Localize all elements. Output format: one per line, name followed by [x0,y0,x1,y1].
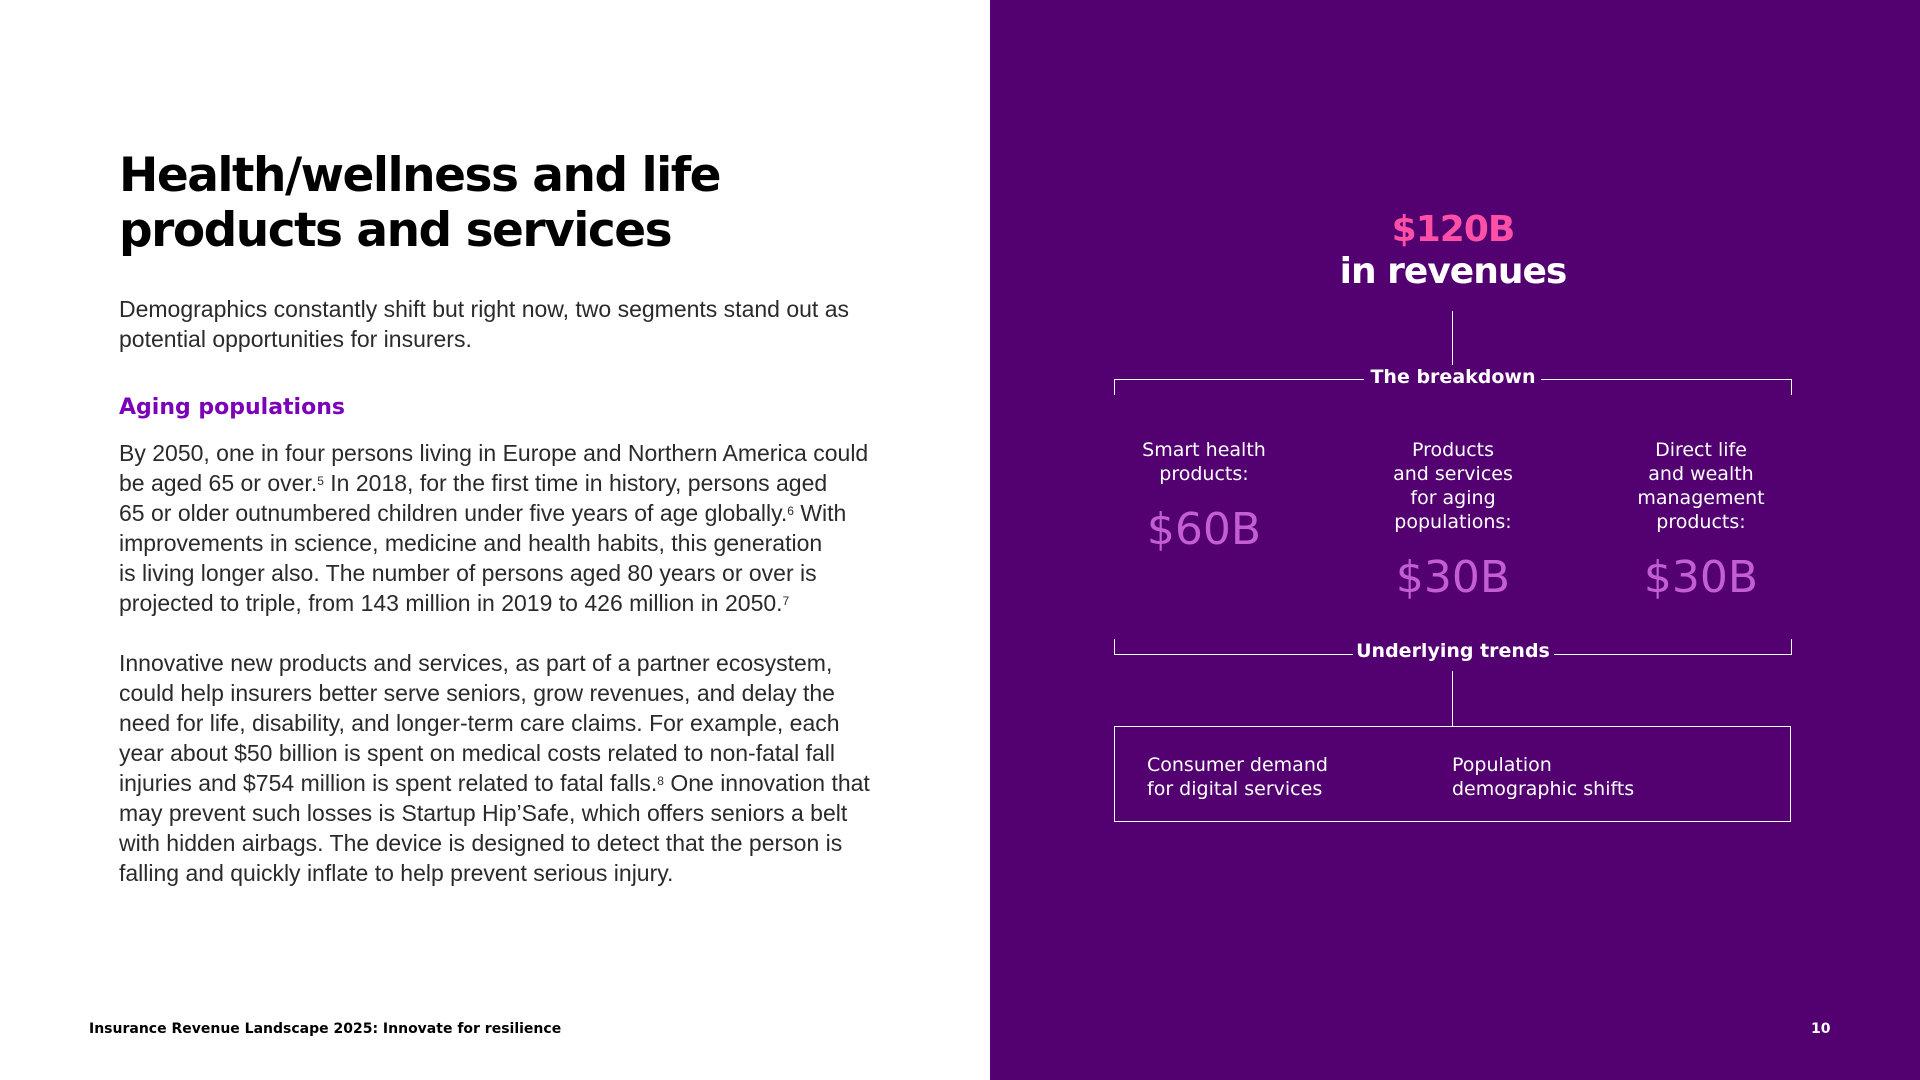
line-text: with hidden airbags. The device is designed to detect that the person is [119,830,843,856]
column-label: Direct life and wealth management products: [1637,439,1765,533]
breakdown-bracket-right [1541,379,1792,380]
line-text: injuries and $754 million is spent related to fatal falls. [119,770,658,796]
paragraph-line [119,738,919,768]
column-value: $30B [1395,552,1511,603]
breakdown-column-life-wealth [1591,438,1811,604]
line-text-after-footnote: One innovation that [663,770,870,796]
line-text-after-footnote: With [793,500,847,526]
trends-bracket-left [1114,654,1353,655]
breakdown-label: The breakdown [1370,366,1536,388]
connector-line-top [1452,311,1453,365]
body-paragraph-2 [119,648,919,888]
line-text: improvements in science, medicine and health habits, this generation [119,530,823,556]
paragraph-line [119,588,919,618]
page-title-line-1: Health/wellness and life [119,148,721,203]
breakdown-column-aging-populations [1343,438,1563,604]
paragraph-line [119,828,919,858]
underlying-trends-label: Underlying trends [1356,640,1550,662]
line-text: falling and quickly inflate to help prevent serious injury. [119,860,674,886]
footer-report-title: Insurance Revenue Landscape 2025: Innovate for resilience [89,1021,562,1037]
total-revenue-amount: $120B [1391,209,1515,250]
total-revenue-caption: in revenues [1339,251,1567,292]
line-text: may prevent such losses is Startup Hip’Safe, which offers seniors a belt [119,800,848,826]
trend-item-demographic-shifts: Population demographic shifts [1452,754,1635,800]
paragraph-line [119,528,919,558]
column-value: $30B [1643,552,1759,603]
trends-bracket-left-tick [1114,639,1115,655]
column-label: Products and services for aging populations: [1393,439,1513,533]
footnote-marker: 5 [317,474,324,488]
footnote-marker: 7 [782,594,790,608]
line-text: projected to triple, from 143 million in 2019 to 426 million in 2050. [119,590,783,616]
trends-box [1114,726,1791,822]
body-paragraph-1 [119,438,919,618]
breakdown-bracket-right-tick [1791,379,1792,395]
paragraph-line [119,708,919,738]
trends-bracket-right-tick [1791,639,1792,655]
paragraph-line [119,768,919,798]
line-text: is living longer also. The number of persons aged 80 years or over is [119,560,817,586]
breakdown-bracket-left [1114,379,1364,380]
column-label: Smart health products: [1142,439,1266,485]
page-title [119,148,939,258]
paragraph-line [119,468,919,498]
paragraph-line [119,678,919,708]
breakdown-bracket-left-tick [1114,379,1115,395]
line-text: need for life, disability, and longer-term care claims. For example, each [119,710,840,736]
trend-item-digital-services: Consumer demand for digital services [1147,754,1328,800]
paragraph-line [119,858,919,888]
intro-paragraph: Demographics constantly shift but right now, two segments stand out as potential opportunities for insurers. [119,296,849,352]
paragraph-line [119,798,919,828]
paragraph-line [119,498,919,528]
page-title-line-2: products and services [119,203,672,258]
section-subhead: Aging populations [119,395,345,420]
line-text: By 2050, one in four persons living in Europe and Northern America could [119,440,869,466]
line-text: year about $50 billion is spent on medical costs related to non-fatal fall [119,740,835,766]
page-number: 10 [1811,1021,1831,1037]
paragraph-line [119,648,919,678]
line-text: 65 or older outnumbered children under five years of age globally. [119,500,788,526]
line-text-after-footnote: In 2018, for the first time in history, persons aged [323,470,828,496]
footnote-marker: 8 [657,774,664,788]
breakdown-column-smart-health [1094,438,1314,556]
footnote-marker: 6 [787,504,794,518]
paragraph-line [119,558,919,588]
line-text: Innovative new products and services, as part of a partner ecosystem, [119,650,833,676]
trends-bracket-right [1554,654,1792,655]
line-text: could help insurers better serve seniors, grow revenues, and delay the [119,680,835,706]
column-value: $60B [1146,504,1262,555]
line-text: be aged 65 or over. [119,470,318,496]
connector-line-bottom [1452,671,1453,726]
paragraph-line [119,438,919,468]
